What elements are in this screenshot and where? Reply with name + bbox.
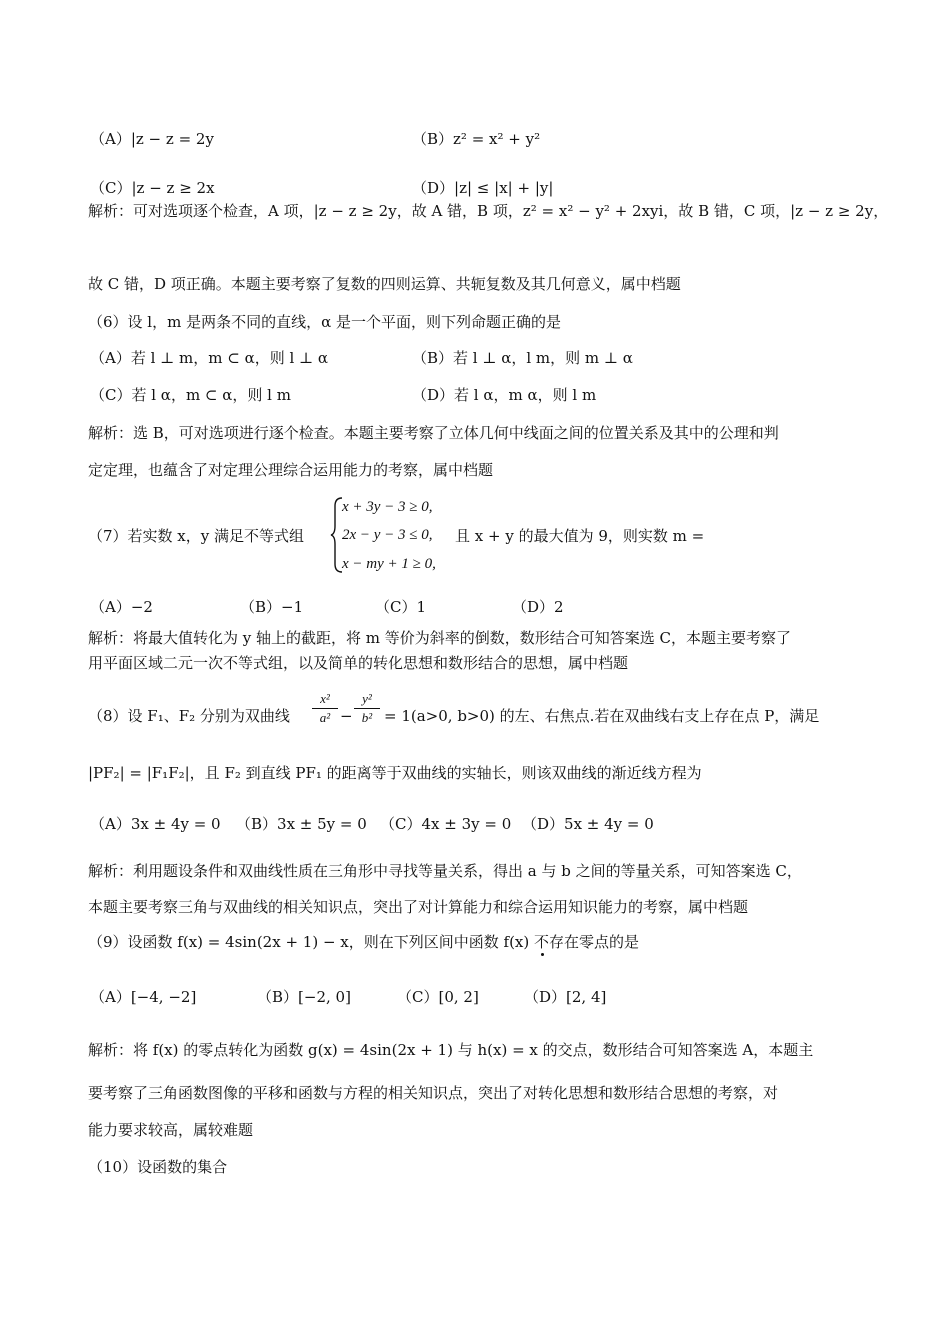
q8-option-c: （C）4x ± 3y = 0 (380, 815, 512, 833)
q8-analysis-line-2: 本题主要考察三角与双曲线的相关知识点，突出了对计算能力和综合运用知识能力的考察，属中档题 (88, 898, 749, 916)
q6-option-c: （C）若 l α，m ⊂ α，则 l m (90, 386, 291, 404)
q5-option-d: （D）|z| ≤ |x| + |y| (412, 179, 554, 197)
q9-option-d: （D）[2, 4] (524, 988, 607, 1006)
q7-option-a: （A）−2 (90, 598, 153, 616)
q7-option-b: （B）−1 (240, 598, 304, 616)
q8-stem-2: |PF₂| = |F₁F₂|，且 F₂ 到直线 PF₁ 的距离等于双曲线的实轴长，则该双曲线的渐近线方程为 (88, 764, 702, 782)
q7-option-c: （C）1 (375, 598, 427, 616)
q9-analysis-line-2: 要考察了三角函数图像的平移和函数与方程的相关知识点，突出了对转化思想和数形结合思想的考察，对 (88, 1084, 779, 1102)
q8-minus: − (340, 707, 353, 725)
q6-analysis-line-1: 解析：选 B，可对选项进行逐个检查。本题主要考察了立体几何中线面之间的位置关系及其中的公理和判 (88, 424, 779, 442)
q7-inequality-2: 2x − y − 3 ≤ 0, (342, 527, 433, 543)
q6-option-a: （A）若 l ⊥ m，m ⊂ α，则 l ⊥ α (90, 349, 329, 367)
q5-option-a: （A）|z − z = 2y (90, 130, 214, 148)
q8-option-d: （D）5x ± 4y = 0 (522, 815, 654, 833)
q9-analysis-line-3: 能力要求较高，属较难题 (88, 1121, 254, 1139)
q7-inequality-3: x − my + 1 ≥ 0, (342, 556, 436, 572)
q5-analysis-line-2: 故 C 错，D 项正确。本题主要考察了复数的四则运算、共轭复数及其几何意义，属中档题 (88, 275, 681, 293)
q7-option-d: （D）2 (512, 598, 564, 616)
q8-stem-1a: （8）设 F₁、F₂ 分别为双曲线 (88, 707, 290, 725)
q7-analysis-line-1: 解析：将最大值转化为 y 轴上的截距，将 m 等价为斜率的倒数，数形结合可知答案选 C，本题主要考察了 (88, 629, 792, 647)
q9-stem-part-a: （9）设函数 f(x) = 4sin(2x + 1) − x，则在下列区间中函数 f(x) (88, 933, 535, 951)
q9-stem (88, 931, 639, 953)
q5-analysis-line-1: 解析：可对选项逐个检查，A 项，|z − z ≥ 2y，故 A 错，B 项，z² = x² − y² + 2xyi，故 B 错，C 项，|z − z ≥ 2y， (88, 202, 889, 220)
q9-option-c: （C）[0, 2] (397, 988, 479, 1006)
q9-option-a: （A）[−4, −2] (90, 988, 197, 1006)
q8-fraction-y: y² b² (354, 690, 380, 727)
q8-analysis-line-1: 解析：利用题设条件和双曲线性质在三角形中寻找等量关系，得出 a 与 b 之间的等量关系，可知答案选 C， (88, 862, 802, 880)
q5-option-b: （B）z² = x² + y² (412, 130, 541, 148)
q6-analysis-line-2: 定定理，也蕴含了对定理公理综合运用能力的考察，属中档题 (88, 461, 494, 479)
q6-option-b: （B）若 l ⊥ α，l m，则 m ⊥ α (412, 349, 633, 367)
q7-stem-prefix: （7）若实数 x，y 满足不等式组 (88, 527, 305, 545)
q7-analysis-line-2: 用平面区域二元一次不等式组，以及简单的转化思想和数形结合的思想，属中档题 (88, 654, 629, 672)
q8-option-b: （B）3x ± 5y = 0 (236, 815, 367, 833)
q9-analysis-line-1: 解析：将 f(x) 的零点转化为函数 g(x) = 4sin(2x + 1) 与 h(x) = x 的交点，数形结合可知答案选 A，本题主 (88, 1041, 814, 1059)
q9-stem-emphasis: 不 (534, 933, 550, 951)
q7-inequality-1: x + 3y − 3 ≥ 0, (342, 499, 433, 515)
q5-option-c: （C）|z − z ≥ 2x (90, 179, 215, 197)
q6-option-d: （D）若 l α，m α，则 l m (412, 386, 597, 404)
q6-stem: （6）设 l，m 是两条不同的直线，α 是一个平面，则下列命题正确的是 (88, 313, 562, 331)
q9-option-b: （B）[−2, 0] (257, 988, 351, 1006)
q9-stem-part-b: 存在零点的是 (549, 933, 640, 951)
q8-option-a: （A）3x ± 4y = 0 (90, 815, 221, 833)
q8-fraction-x: x² a² (312, 690, 338, 727)
q7-stem-suffix: 且 x + y 的最大值为 9，则实数 m = (455, 527, 705, 545)
q8-stem-1b: = 1(a>0, b>0) 的左、右焦点.若在双曲线右支上存在点 P，满足 (384, 707, 820, 725)
q10-stem: （10）设函数的集合 (88, 1158, 228, 1176)
